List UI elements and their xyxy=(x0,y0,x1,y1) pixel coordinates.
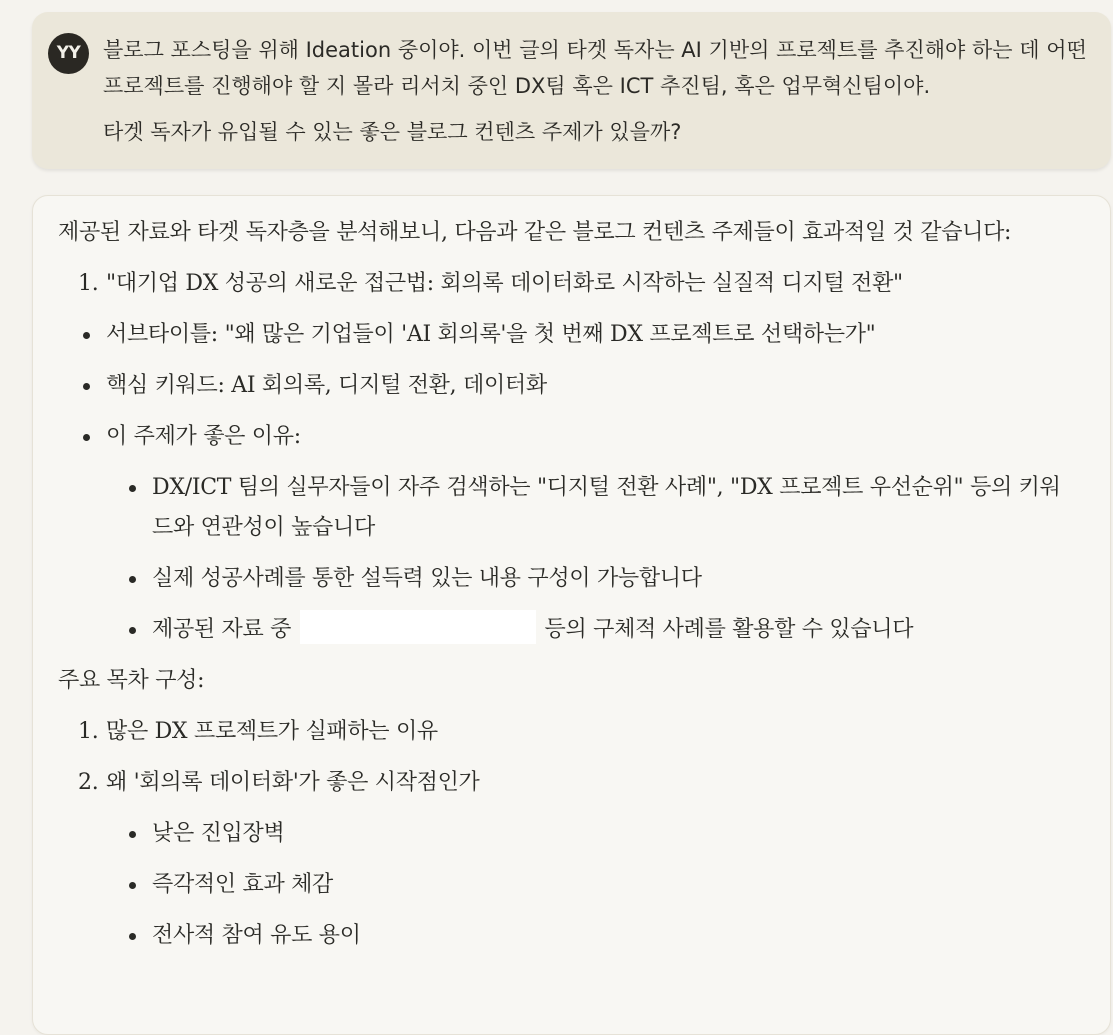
user-message-text xyxy=(103,32,1093,150)
topic-reason: DX/ICT 팀의 실무자들이 자주 검색하는 "디지털 전환 사례", "DX 프로젝트 우선순위" 등의 키워드와 연관성이 높습니다 xyxy=(152,475,1061,540)
list-number: 1. xyxy=(78,719,99,744)
topic-title-item xyxy=(58,264,1068,304)
bullet-icon xyxy=(83,383,90,390)
topic-reason: 실제 성공사례를 통한 설득력 있는 내용 구성이 가능합니다 xyxy=(152,566,702,591)
toc-point: 전사적 참여 유도 용이 xyxy=(152,923,361,948)
assistant-message-body xyxy=(58,213,1068,956)
bullet-icon xyxy=(129,831,136,838)
list-item xyxy=(58,315,1068,355)
list-item xyxy=(58,468,1068,548)
topic-reason-suffix: 등의 구체적 사례를 활용할 수 있습니다 xyxy=(544,617,914,642)
assistant-message xyxy=(32,195,1111,1035)
list-item xyxy=(58,610,1068,650)
toc-label: 주요 목차 구성: xyxy=(58,668,205,693)
topic-keywords: 핵심 키워드: AI 회의록, 디지털 전환, 데이터화 xyxy=(106,373,547,398)
toc-item xyxy=(58,712,1068,752)
redaction-block xyxy=(300,610,536,644)
list-number: 1. xyxy=(78,271,99,296)
bullet-icon xyxy=(129,576,136,583)
list-item xyxy=(58,559,1068,599)
topic-reason-label: 이 주제가 좋은 이유: xyxy=(106,424,301,449)
bullet-icon xyxy=(129,933,136,940)
list-number: 2. xyxy=(78,770,99,795)
user-message-paragraph: 타겟 독자가 유입될 수 있는 좋은 블로그 컨텐츠 주제가 있을까? xyxy=(103,120,682,144)
list-item xyxy=(58,366,1068,406)
list-item xyxy=(58,814,1068,854)
bullet-icon xyxy=(83,332,90,339)
bullet-icon xyxy=(129,882,136,889)
list-item xyxy=(58,417,1068,457)
toc-item xyxy=(58,763,1068,803)
toc-point: 즉각적인 효과 체감 xyxy=(152,872,334,897)
bullet-icon xyxy=(129,485,136,492)
list-item xyxy=(58,865,1068,905)
list-item xyxy=(58,916,1068,956)
bullet-icon xyxy=(129,627,136,634)
toc-item-text: 많은 DX 프로젝트가 실패하는 이유 xyxy=(106,719,438,744)
user-message-paragraph: 블로그 포스팅을 위해 Ideation 중이야. 이번 글의 타겟 독자는 AI 기반의 프로젝트를 추진해야 하는 데 어떤 프로젝트를 진행해야 할 지 몰라 리서치 중인 DX팀 혹은 ICT 추진팀, 혹은 업무혁신팀이야. xyxy=(103,38,1087,98)
topic-title: "대기업 DX 성공의 새로운 접근법: 회의록 데이터화로 시작하는 실질적 디지털 전환" xyxy=(106,271,903,296)
user-avatar[interactable]: YY xyxy=(48,33,89,74)
toc-point: 낮은 진입장벽 xyxy=(152,821,285,846)
topic-reason-prefix: 제공된 자료 중 xyxy=(152,617,292,642)
user-message xyxy=(32,12,1111,169)
toc-item-text: 왜 '회의록 데이터화'가 좋은 시작점인가 xyxy=(106,770,480,795)
assistant-intro: 제공된 자료와 타겟 독자층을 분석해보니, 다음과 같은 블로그 컨텐츠 주제들이 효과적일 것 같습니다: xyxy=(58,220,1012,245)
bullet-icon xyxy=(83,434,90,441)
topic-subtitle: 서브타이틀: "왜 많은 기업들이 'AI 회의록'을 첫 번째 DX 프로젝트로 선택하는가" xyxy=(106,322,876,347)
